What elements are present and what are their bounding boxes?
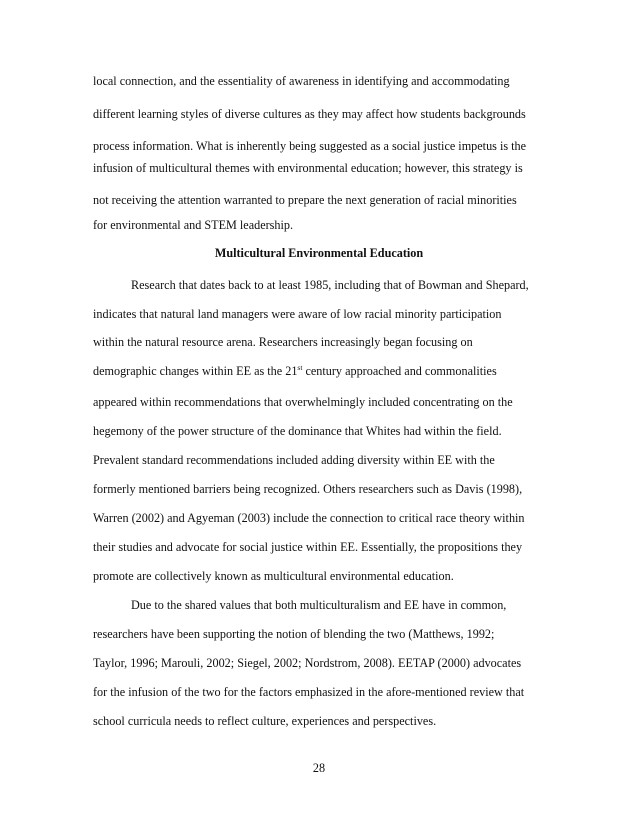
paragraph2-line: formerly mentioned barriers being recognized. Others researchers such as Davis (1998), xyxy=(93,482,523,496)
paragraph2-line: Research that dates back to at least 1985, including that of Bowman and Shepard, xyxy=(131,278,529,292)
paragraph1-line: process information. What is inherently being suggested as a social justice impetus is the xyxy=(93,139,527,153)
paragraph2-line-text: century approached and commonalities xyxy=(302,364,497,378)
paragraph2-line: hegemony of the power structure of the dominance that Whites had within the field. xyxy=(93,424,502,438)
paragraph2-line: indicates that natural land managers were aware of low racial minority participation xyxy=(93,307,502,321)
paragraph1-line: for environmental and STEM leadership. xyxy=(93,218,294,232)
paragraph3-line: Taylor, 1996; Marouli, 2002; Siegel, 2002; Nordstrom, 2008). EETAP (2000) advocates xyxy=(93,656,522,670)
paragraph1-line: not receiving the attention warranted to prepare the next generation of racial minorities xyxy=(93,193,517,207)
section-heading: Multicultural Environmental Education xyxy=(214,246,424,260)
paragraph1-line: local connection, and the essentiality of awareness in identifying and accommodating xyxy=(93,74,510,88)
paragraph2-line-text: demographic changes within EE as the 21 xyxy=(93,364,298,378)
paragraph2-line: promote are collectively known as multicultural environmental education. xyxy=(93,569,454,583)
paragraph3-line: Due to the shared values that both multiculturalism and EE have in common, xyxy=(131,598,507,612)
ordinal-superscript: st xyxy=(297,363,303,372)
paragraph3-line: school curricula needs to reflect culture, experiences and perspectives. xyxy=(93,714,437,728)
paragraph2-line: Warren (2002) and Agyeman (2003) include the connection to critical race theory within xyxy=(93,511,525,525)
paragraph2-line: within the natural resource arena. Researchers increasingly began focusing on xyxy=(93,335,473,349)
paragraph2-line: their studies and advocate for social justice within EE. Essentially, the propositions they xyxy=(93,540,523,554)
paragraph3-line: researchers have been supporting the notion of blending the two (Matthews, 1992; xyxy=(93,627,495,641)
paragraph2-line: appeared within recommendations that overwhelmingly included concentrating on the xyxy=(93,395,513,409)
paragraph2-line xyxy=(93,363,553,379)
paragraph1-line: infusion of multicultural themes with environmental education; however, this strategy is xyxy=(93,161,523,175)
page-number: 28 xyxy=(312,761,326,775)
paragraph1-line: different learning styles of diverse cultures as they may affect how students backgrounds xyxy=(93,107,526,121)
paragraph2-line: Prevalent standard recommendations included adding diversity within EE with the xyxy=(93,453,495,467)
paragraph3-line: for the infusion of the two for the factors emphasized in the afore-mentioned review that xyxy=(93,685,525,699)
